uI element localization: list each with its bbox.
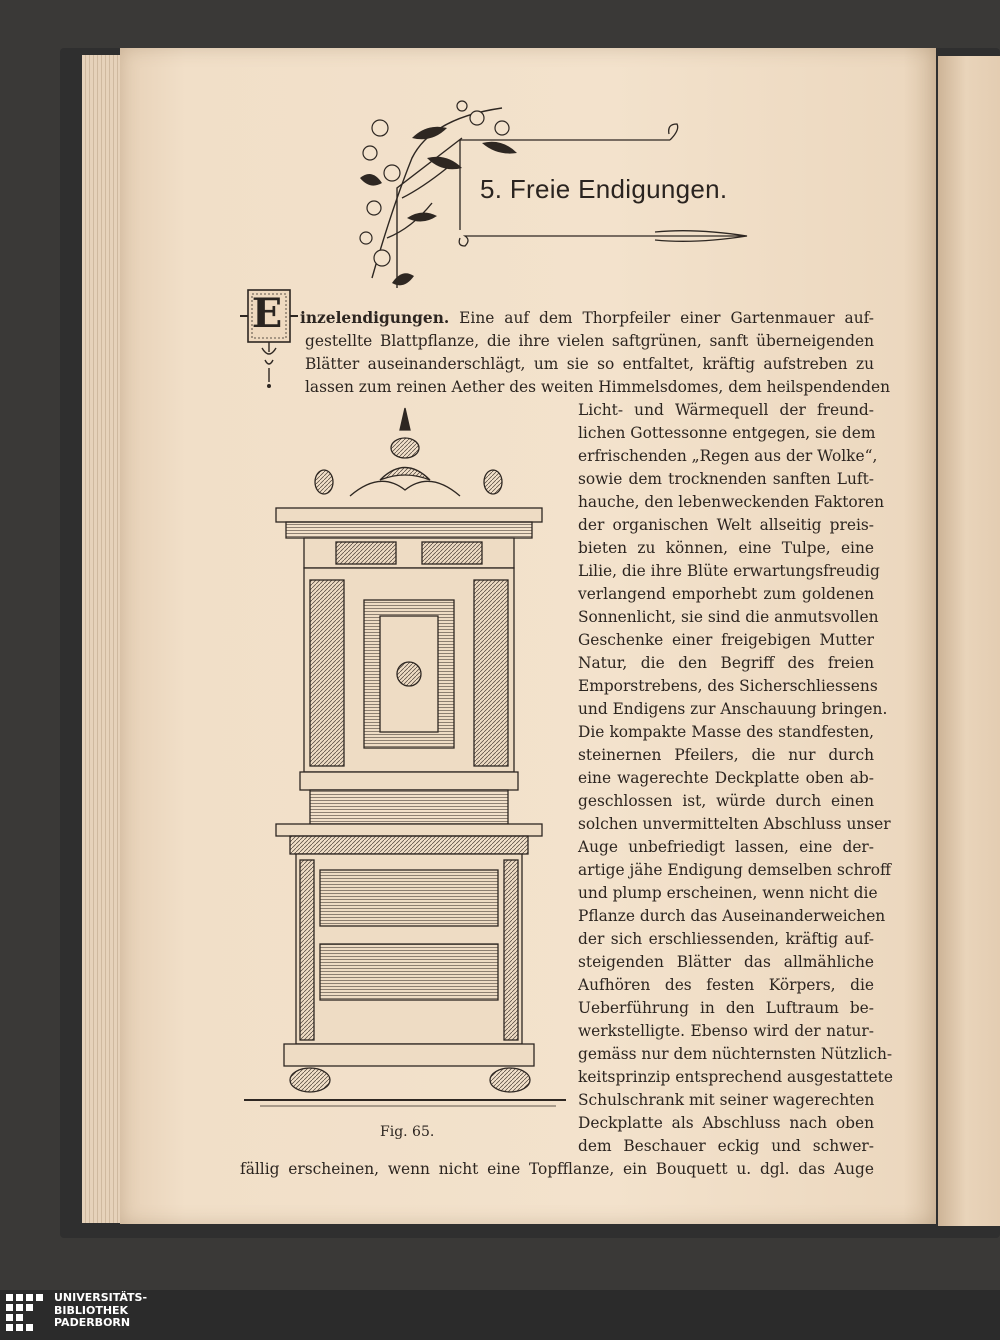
text-line: steinernen Pfeilers, die nur durch [578,746,874,764]
text-line: erfrischenden „Regen aus der Wolke“, [578,447,878,465]
text-line: lichen Gottessonne entgegen, sie dem [578,424,876,442]
text-line: Licht- und Wärmequell der freund- [578,401,874,419]
text-line: lassen zum reinen Aether des weiten Himmelsdomes, dem heilspendenden [305,378,891,396]
facing-page-edge [938,56,1000,1226]
initial-letter: E [251,290,283,337]
section-title: Freie Endigungen. [509,174,728,204]
text-line: eine wagerechte Deckplatte oben ab- [578,769,874,787]
text-line: Die kompakte Masse des standfesten, [578,723,874,741]
text-line: keitsprinzip entsprechend ausgestattete [578,1068,893,1086]
text-line: Sonnenlicht, sie sind die anmutsvollen [578,608,879,626]
text-line: Emporstrebens, des Sicherschliessens [578,677,878,695]
text-line: verlangend emporhebt zum goldenen [578,585,874,603]
text-line: Aufhören des festen Körpers, die [578,976,874,994]
text-line: hauche, den lebenweckenden Faktoren [578,493,885,511]
first-line-rest: Eine auf dem Thorpfeiler einer Gartenmauer auf- [459,309,874,327]
text-line: bieten zu können, eine Tulpe, eine [578,539,874,557]
text-line: der organischen Welt allseitig preis- [578,516,874,534]
text-line-1 [300,308,874,328]
library-logo-bar [0,1290,1000,1340]
text-line: werkstelligte. Ebenso wird der natur- [578,1022,874,1040]
text-line: Deckplatte als Abschluss nach oben [578,1114,874,1132]
text-line: steigenden Blätter das allmähliche [578,953,874,971]
text-line: Geschenke einer freigebigen Mutter [578,631,874,649]
logo-line-2: BIBLIOTHEK [54,1303,129,1317]
text-line: geschlossen ist, würde durch einen [578,792,874,810]
cabinet-illustration [240,400,570,1120]
text-line: gestellte Blattpflanze, die ihre vielen saftgrünen, sanft überneigenden [305,332,874,350]
text-line: und plump erscheinen, wenn nicht die [578,884,878,902]
library-logo-text [54,1292,147,1330]
section-heading [480,174,727,205]
text-line: artige jähe Endigung demselben schroff [578,861,891,879]
text-line: und Endigens zur Anschauung bringen. [578,700,888,718]
text-line: dem Beschauer eckig und schwer- [578,1137,874,1155]
logo-line-1: UNIVERSITÄTS- [54,1291,148,1304]
text-line: Blätter auseinanderschlägt, um sie so entfaltet, kräftig aufstreben zu [305,355,874,373]
text-line: Pflanze durch das Auseinanderweichen [578,907,886,925]
text-line: Auge unbefriedigt lassen, eine der- [578,838,874,856]
section-number: 5. [480,174,503,204]
text-line: fällig erscheinen, wenn nicht eine Topfflanze, ein Bouquett u. dgl. das Auge [240,1160,874,1178]
run-in-heading: inzelendigungen. [300,309,450,327]
text-line: solchen unvermittelten Abschluss unser [578,815,891,833]
text-line: Schulschrank mit seiner wagerechten [578,1091,875,1109]
text-line: Lilie, die ihre Blüte erwartungsfreudig [578,562,880,580]
logo-line-3: PADERBORN [54,1316,131,1329]
figure-caption: Fig. 65. [380,1124,435,1140]
text-line: Ueberführung in den Luftraum be- [578,999,874,1017]
text-line: sowie dem trocknenden sanften Luft- [578,470,874,488]
library-logo-icon [6,1294,46,1334]
text-line: der sich erschliessenden, kräftig auf- [578,930,874,948]
text-line: gemäss nur dem nüchternsten Nützlich- [578,1045,893,1063]
text-line: Natur, die den Begriff des freien [578,654,874,672]
